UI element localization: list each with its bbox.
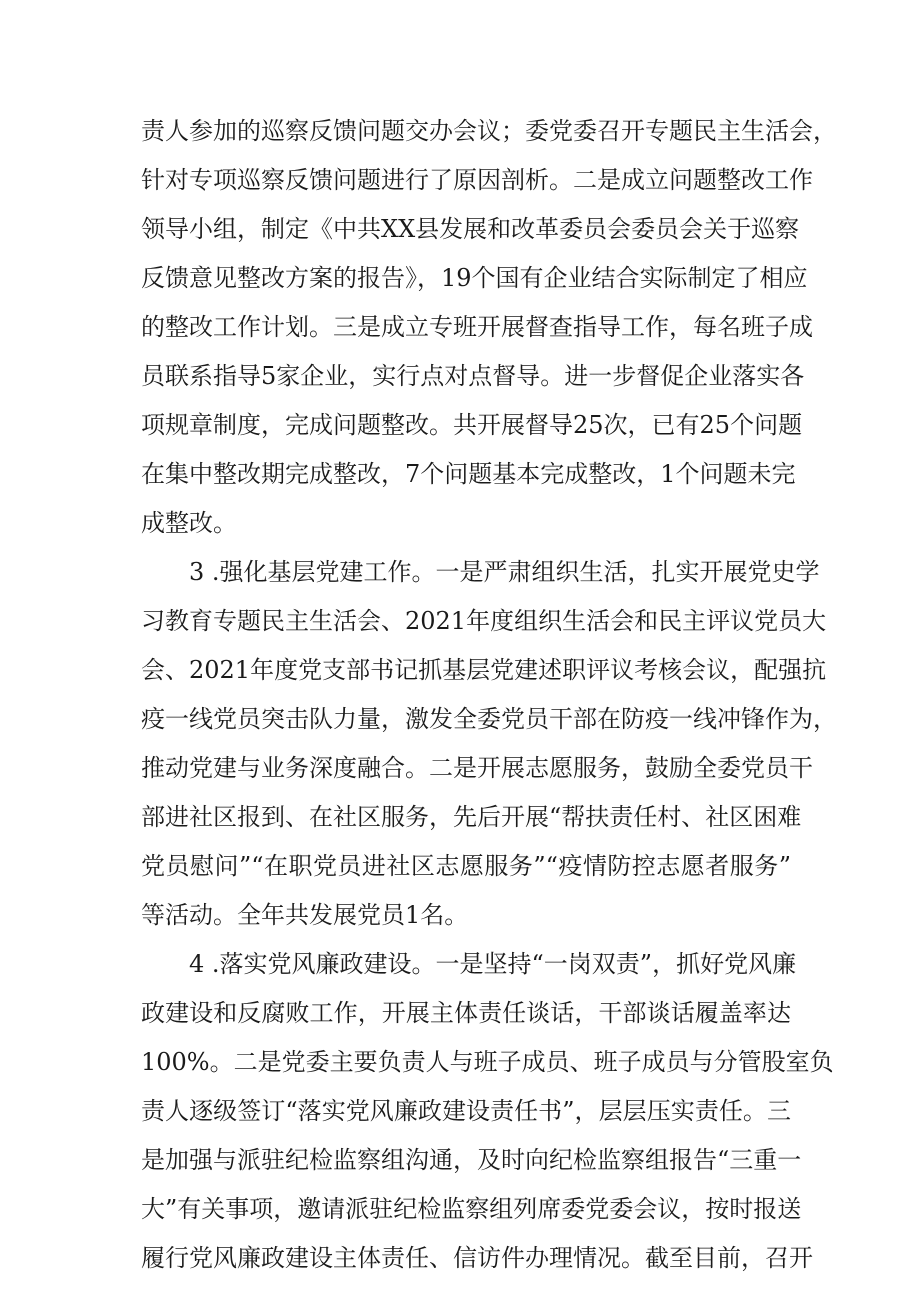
text-line: 大”有关事项，邀请派驻纪检监察组列席委党委会议，按时报送 xyxy=(141,1195,802,1223)
text-line: 100%。二是党委主要负责人与班子成员、班子成员与分管股室负 xyxy=(141,1048,834,1076)
text-line: 项规章制度，完成问题整改。共开展督导25次，已有25个问题 xyxy=(141,411,803,439)
text-line: 领导小组，制定《中共XX县发展和改革委员会委员会关于巡察 xyxy=(141,215,800,243)
section-heading-line: 4 .落实党风廉政建设。一是坚持“一岗双责”，抓好党风廉 xyxy=(189,950,797,978)
text-line: 员联系指导5家企业，实行点对点督导。进一步督促企业落实各 xyxy=(141,362,805,390)
section-heading-line: 3 .强化基层党建工作。一是严肃组织生活，扎实开展党史学 xyxy=(189,558,820,586)
text-line: 在集中整改期完成整改，7个问题基本完成整改，1个问题未完 xyxy=(141,460,796,488)
text-line: 成整改。 xyxy=(141,509,237,537)
text-line: 反馈意见整改方案的报告》，19个国有企业结合实际制定了相应 xyxy=(141,264,808,292)
text-line: 政建设和反腐败工作，开展主体责任谈话，干部谈话履盖率达 xyxy=(141,999,791,1027)
text-line: 疫一线党员突击队力量，激发全委党员干部在防疫一线冲锋作为， xyxy=(141,705,837,733)
text-line: 推动党建与业务深度融合。二是开展志愿服务，鼓励全委党员干 xyxy=(141,754,813,782)
text-line: 党员慰问”“在职党员进社区志愿服务”“疫情防控志愿者服务” xyxy=(141,852,791,880)
text-line: 履行党风廉政建设主体责任、信访件办理情况。截至目前，召开 xyxy=(141,1244,813,1272)
text-line: 部进社区报到、在社区服务，先后开展“帮扶责任村、社区困难 xyxy=(141,803,802,831)
text-line: 针对专项巡察反馈问题进行了原因剖析。二是成立问题整改工作 xyxy=(141,166,813,194)
text-line: 是加强与派驻纪检监察组沟通，及时向纪检监察组报告“三重一 xyxy=(141,1146,802,1174)
text-line: 的整改工作计划。三是成立专班开展督查指导工作，每名班子成 xyxy=(141,313,813,341)
text-line: 会、2021年度党支部书记抓基层党建述职评议考核会议，配强抗 xyxy=(141,656,827,684)
text-line: 等活动。全年共发展党员1名。 xyxy=(141,901,469,929)
text-line: 习教育专题民主生活会、2021年度组织生活会和民主评议党员大 xyxy=(141,607,827,635)
text-line: 责人逐级签订“落实党风廉政建设责任书”，层层压实责任。三 xyxy=(141,1097,791,1125)
text-line: 责人参加的巡察反馈问题交办会议；委党委召开专题民主生活会， xyxy=(141,117,837,145)
